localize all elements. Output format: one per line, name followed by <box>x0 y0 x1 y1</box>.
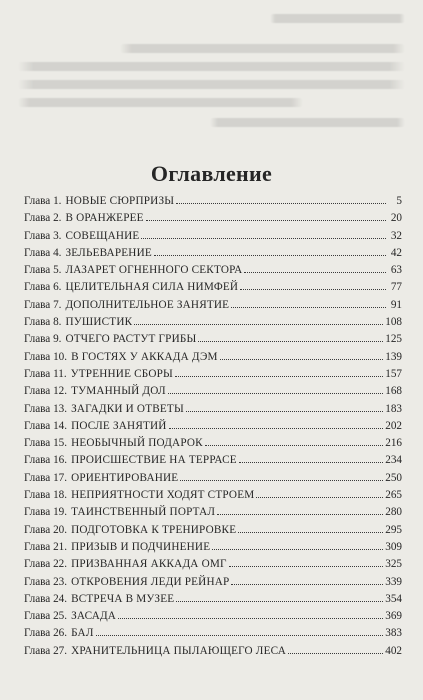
chapter-label: Глава 9. <box>24 333 62 346</box>
page-title: Оглавление <box>150 160 273 186</box>
toc-entry[interactable] <box>24 262 402 279</box>
page-number: 42 <box>390 246 402 259</box>
dot-leader <box>146 220 386 221</box>
chapter-title: СОВЕЩАНИЕ <box>65 229 140 242</box>
page-number: 20 <box>390 212 402 225</box>
chapter-label: Глава 6. <box>24 281 62 294</box>
chapter-title: ЗЕЛЬЕВАРЕНИЕ <box>65 246 152 259</box>
chapter-label: Глава 15. <box>24 437 68 450</box>
chapter-title: УТРЕННИЕ СБОРЫ <box>70 367 173 380</box>
chapter-label: Глава 17. <box>24 471 68 484</box>
chapter-title: НЕОБЫЧНЫЙ ПОДАРОК <box>71 437 203 450</box>
toc-entry[interactable] <box>24 487 402 504</box>
toc-entry[interactable] <box>24 591 402 608</box>
chapter-title: ЛАЗАРЕТ ОГНЕННОГО СЕКТОРА <box>65 264 243 277</box>
toc-entry[interactable] <box>24 435 402 452</box>
dot-leader <box>96 635 384 636</box>
page-number: 280 <box>385 506 402 519</box>
toc-entry[interactable] <box>24 331 402 348</box>
toc-entry[interactable] <box>24 366 402 383</box>
toc-entry[interactable] <box>24 297 402 314</box>
dot-leader <box>154 255 386 256</box>
chapter-label: Глава 25. <box>24 610 68 623</box>
chapter-label: Глава 19. <box>24 506 68 519</box>
toc-entry[interactable] <box>24 522 402 539</box>
dot-leader <box>239 462 383 463</box>
dot-leader <box>256 497 383 498</box>
chapter-label: Глава 24. <box>24 592 68 605</box>
dot-leader <box>176 601 383 602</box>
chapter-label: Глава 12. <box>24 385 68 398</box>
chapter-label: Глава 4. <box>24 246 62 259</box>
dot-leader <box>217 514 383 515</box>
chapter-title: ХРАНИТЕЛЬНИЦА ПЫЛАЮЩЕГО ЛЕСА <box>71 644 287 657</box>
chapter-title: ТУМАННЫЙ ДОЛ <box>71 385 166 398</box>
chapter-title: ДОПОЛНИТЕЛЬНОЕ ЗАНЯТИЕ <box>65 298 230 311</box>
dot-leader <box>168 393 383 394</box>
toc-entry[interactable] <box>24 314 402 331</box>
chapter-title: ПУШИСТИК <box>65 316 133 329</box>
chapter-label: Глава 14. <box>24 419 68 432</box>
dot-leader <box>229 566 384 567</box>
toc-entry[interactable] <box>24 470 402 487</box>
dot-leader <box>212 549 383 550</box>
chapter-title: НЕПРИЯТНОСТИ ХОДЯТ СТРОЕМ <box>71 489 255 502</box>
chapter-title: НОВЫЕ СЮРПРИЗЫ <box>65 195 175 207</box>
chapter-title: ПРИЗЫВ И ПОДЧИНЕНИЕ <box>71 540 211 553</box>
page-number: 369 <box>385 610 402 623</box>
page-number: 250 <box>385 471 402 484</box>
toc-entry[interactable] <box>24 452 402 469</box>
chapter-label: Глава 8. <box>24 316 62 329</box>
toc-entry[interactable] <box>24 401 402 418</box>
dot-leader <box>118 618 383 619</box>
chapter-title: В ОРАНЖЕРЕЕ <box>65 212 144 225</box>
page-number: 234 <box>385 454 402 467</box>
page-number: 125 <box>385 333 402 346</box>
chapter-title: ЗАГАДКИ И ОТВЕТЫ <box>71 402 184 415</box>
page-number: 325 <box>385 558 402 571</box>
page-number: 183 <box>385 402 402 415</box>
toc-entry[interactable] <box>24 643 402 660</box>
toc-entry[interactable] <box>24 245 402 262</box>
toc-entry[interactable] <box>24 539 402 556</box>
dot-leader <box>176 203 386 204</box>
toc-entry[interactable] <box>24 418 402 435</box>
page-number: 309 <box>385 540 402 553</box>
chapter-title: БАЛ <box>71 627 94 640</box>
dot-leader <box>169 428 384 429</box>
toc-entry[interactable] <box>24 383 402 400</box>
page-number: 402 <box>385 644 402 657</box>
page-number: 91 <box>390 298 402 311</box>
chapter-label: Глава 3. <box>24 229 62 242</box>
dot-leader <box>238 532 383 533</box>
toc-entry[interactable] <box>24 279 402 296</box>
toc-entry[interactable] <box>24 349 402 366</box>
dot-leader <box>220 359 384 360</box>
chapter-label: Глава 5. <box>24 264 62 277</box>
chapter-label: Глава 22. <box>24 558 68 571</box>
chapter-title: ПОДГОТОВКА К ТРЕНИРОВКЕ <box>71 523 237 536</box>
chapter-label: Глава 13. <box>24 402 68 415</box>
dot-leader <box>141 238 386 239</box>
toc-entry[interactable] <box>24 504 402 521</box>
chapter-label: Глава 26. <box>24 627 68 640</box>
reverse-side-show-through <box>0 0 423 140</box>
dot-leader <box>134 324 383 325</box>
page-number: 168 <box>385 385 402 398</box>
dot-leader <box>244 272 386 273</box>
dot-leader <box>180 480 383 481</box>
table-of-contents <box>24 193 402 660</box>
chapter-title: ОТЧЕГО РАСТУТ ГРИБЫ <box>65 333 197 346</box>
chapter-title: ТАИНСТВЕННЫЙ ПОРТАЛ <box>71 506 216 519</box>
dot-leader <box>186 411 383 412</box>
dot-leader <box>231 584 383 585</box>
page-number: 265 <box>385 489 402 502</box>
page-number: 383 <box>385 627 402 640</box>
chapter-title: ЦЕЛИТЕЛЬНАЯ СИЛА НИМФЕЙ <box>65 281 239 294</box>
toc-entry[interactable] <box>24 608 402 625</box>
toc-entry[interactable] <box>24 556 402 573</box>
chapter-label: Глава 7. <box>24 298 62 311</box>
chapter-label: Глава 27. <box>24 644 68 657</box>
chapter-label: Глава 11. <box>24 367 67 380</box>
chapter-label: Глава 2. <box>24 212 62 225</box>
toc-entry[interactable] <box>24 193 402 210</box>
chapter-label: Глава 18. <box>24 489 68 502</box>
chapter-title: ВСТРЕЧА В МУЗЕЕ <box>71 592 175 605</box>
dot-leader <box>198 341 383 342</box>
chapter-title: ПРОИСШЕСТВИЕ НА ТЕРРАСЕ <box>71 454 237 467</box>
toc-entry[interactable] <box>24 625 402 642</box>
chapter-title: ПРИЗВАННАЯ АККАДА ОМГ <box>71 558 227 571</box>
dot-leader <box>205 445 383 446</box>
chapter-label: Глава 1. <box>24 195 62 207</box>
chapter-title: В ГОСТЯХ У АККАДА ДЭМ <box>71 350 218 363</box>
chapter-label: Глава 20. <box>24 523 68 536</box>
toc-entry[interactable] <box>24 228 402 245</box>
page-number: 63 <box>390 264 402 277</box>
page-number: 339 <box>385 575 402 588</box>
chapter-title: ОТКРОВЕНИЯ ЛЕДИ РЕЙНАР <box>71 575 230 588</box>
page-number: 295 <box>385 523 402 536</box>
page-number: 216 <box>385 437 402 450</box>
page-number: 139 <box>385 350 402 363</box>
dot-leader <box>175 376 383 377</box>
page-number: 202 <box>385 419 402 432</box>
chapter-label: Глава 16. <box>24 454 68 467</box>
chapter-label: Глава 10. <box>24 350 68 363</box>
page-number: 108 <box>385 316 402 329</box>
toc-entry[interactable] <box>24 210 402 227</box>
toc-entry[interactable] <box>24 574 402 591</box>
page-number: 354 <box>385 592 402 605</box>
page-number: 5 <box>396 195 402 207</box>
dot-leader <box>288 653 383 654</box>
chapter-title: ОРИЕНТИРОВАНИЕ <box>71 471 179 484</box>
chapter-label: Глава 23. <box>24 575 68 588</box>
page-number: 157 <box>385 367 402 380</box>
dot-leader <box>240 289 386 290</box>
dot-leader <box>231 307 386 308</box>
chapter-title: ПОСЛЕ ЗАНЯТИЙ <box>71 419 167 432</box>
chapter-label: Глава 21. <box>24 540 68 553</box>
page-number: 77 <box>390 281 402 294</box>
page-number: 32 <box>390 229 402 242</box>
chapter-title: ЗАСАДА <box>71 610 117 623</box>
